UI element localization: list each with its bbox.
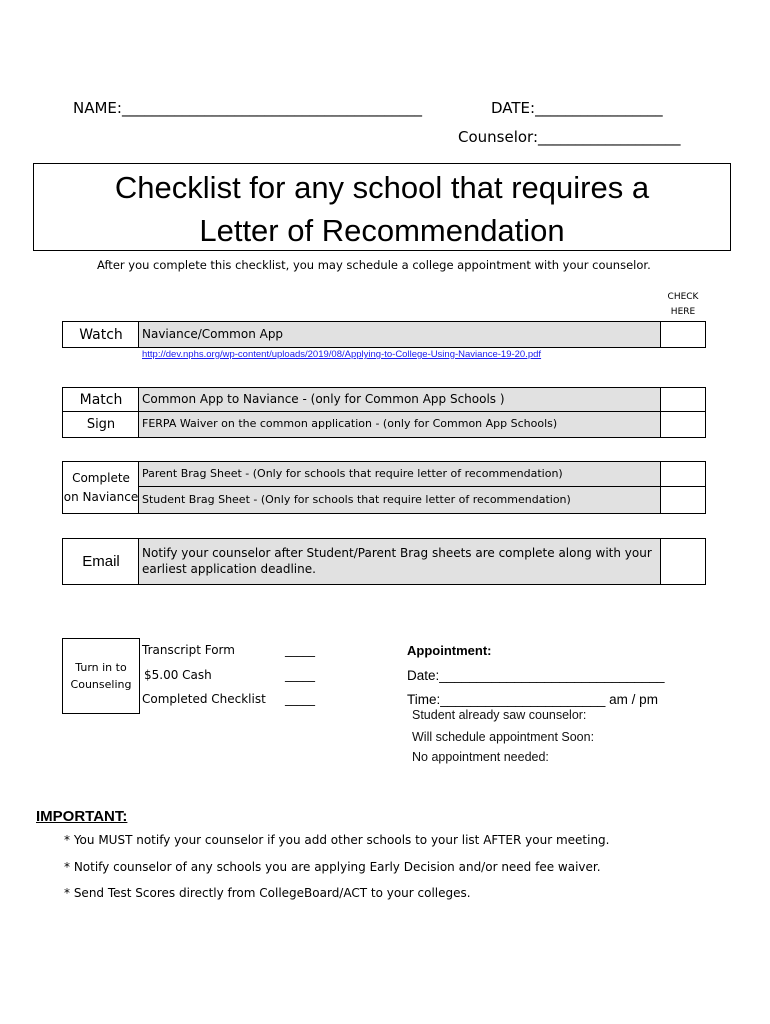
category-email: Email (62, 538, 140, 585)
transcript-form-blank[interactable]: _____ (285, 643, 315, 657)
checklist-blank[interactable]: _____ (285, 692, 315, 706)
category-complete-on-naviance (62, 461, 140, 514)
checkbox-parent-brag[interactable] (660, 461, 706, 488)
checkbox-email[interactable] (660, 538, 706, 585)
checklist-label: Completed Checklist (142, 692, 266, 706)
check-here-header (660, 290, 706, 320)
important-item-1: * You MUST notify your counselor if you add other schools to your list AFTER your meeting. (64, 833, 610, 847)
turn-in-line-1: Turn in to (75, 661, 127, 674)
checkbox-student-brag[interactable] (660, 486, 706, 514)
complete-label-line-2: on Naviance (63, 489, 139, 504)
appointment-heading: Appointment: (407, 643, 492, 658)
cash-label: $5.00 Cash (144, 668, 212, 682)
checkbox-watch[interactable] (660, 321, 706, 348)
title-box (33, 163, 731, 251)
checkbox-sign[interactable] (660, 411, 706, 438)
category-sign: Sign (62, 411, 140, 438)
turn-in-label-box (62, 638, 140, 714)
subtitle: After you complete this checklist, you may schedule a college appointment with your counselor. (97, 258, 651, 272)
cash-blank[interactable]: _____ (285, 668, 315, 682)
category-watch: Watch (62, 321, 140, 348)
item-student-brag-sheet: Student Brag Sheet - (Only for schools that require letter of recommendation) (138, 486, 662, 514)
check-header-line-2: HERE (670, 307, 696, 317)
category-match: Match (62, 387, 140, 413)
title-line-1: Checklist for any school that requires a (114, 170, 650, 205)
item-ferpa-waiver: FERPA Waiver on the common application - (only for Common App Schools) (138, 411, 662, 438)
turn-in-line-2: Counseling (70, 678, 132, 691)
appointment-time-field[interactable]: Time:______________________ am / pm (407, 692, 658, 707)
option-no-appointment[interactable]: No appointment needed: (412, 750, 549, 764)
important-heading: IMPORTANT: (36, 808, 128, 825)
item-notify-counselor (138, 538, 662, 585)
item-common-app-to-naviance: Common App to Naviance - (only for Common App Schools ) (138, 387, 662, 413)
option-schedule-soon[interactable]: Will schedule appointment Soon: (412, 730, 595, 744)
name-field[interactable]: NAME:________________________________________ (73, 99, 422, 117)
naviance-video-link[interactable]: http://dev.nphs.org/wp-content/uploads/2019/08/Applying-to-College-Using-Naviance-19-20.pdf (142, 349, 542, 360)
check-header-line-1: CHECK (667, 292, 699, 302)
checkbox-match[interactable] (660, 387, 706, 413)
item-naviance-common-app: Naviance/Common App (138, 321, 662, 348)
notify-line-2: earliest application deadline. (142, 561, 316, 576)
transcript-form-label: Transcript Form (142, 643, 235, 657)
title-line-2: Letter of Recommendation (199, 213, 565, 248)
important-item-3: * Send Test Scores directly from CollegeBoard/ACT to your colleges. (64, 886, 471, 900)
complete-label-line-1: Complete (72, 470, 130, 485)
date-field[interactable]: DATE:_________________ (491, 99, 663, 117)
notify-line-1: Notify your counselor after Student/Parent Brag sheets are complete along with your (142, 545, 652, 560)
appointment-date-field[interactable]: Date:______________________________ (407, 668, 665, 683)
counselor-field[interactable]: Counselor:___________________ (458, 128, 681, 146)
option-already-saw[interactable]: Student already saw counselor: (412, 708, 587, 722)
important-item-2: * Notify counselor of any schools you are applying Early Decision and/or need fee waiver. (64, 860, 601, 874)
item-parent-brag-sheet: Parent Brag Sheet - (Only for schools that require letter of recommendation) (138, 461, 662, 488)
